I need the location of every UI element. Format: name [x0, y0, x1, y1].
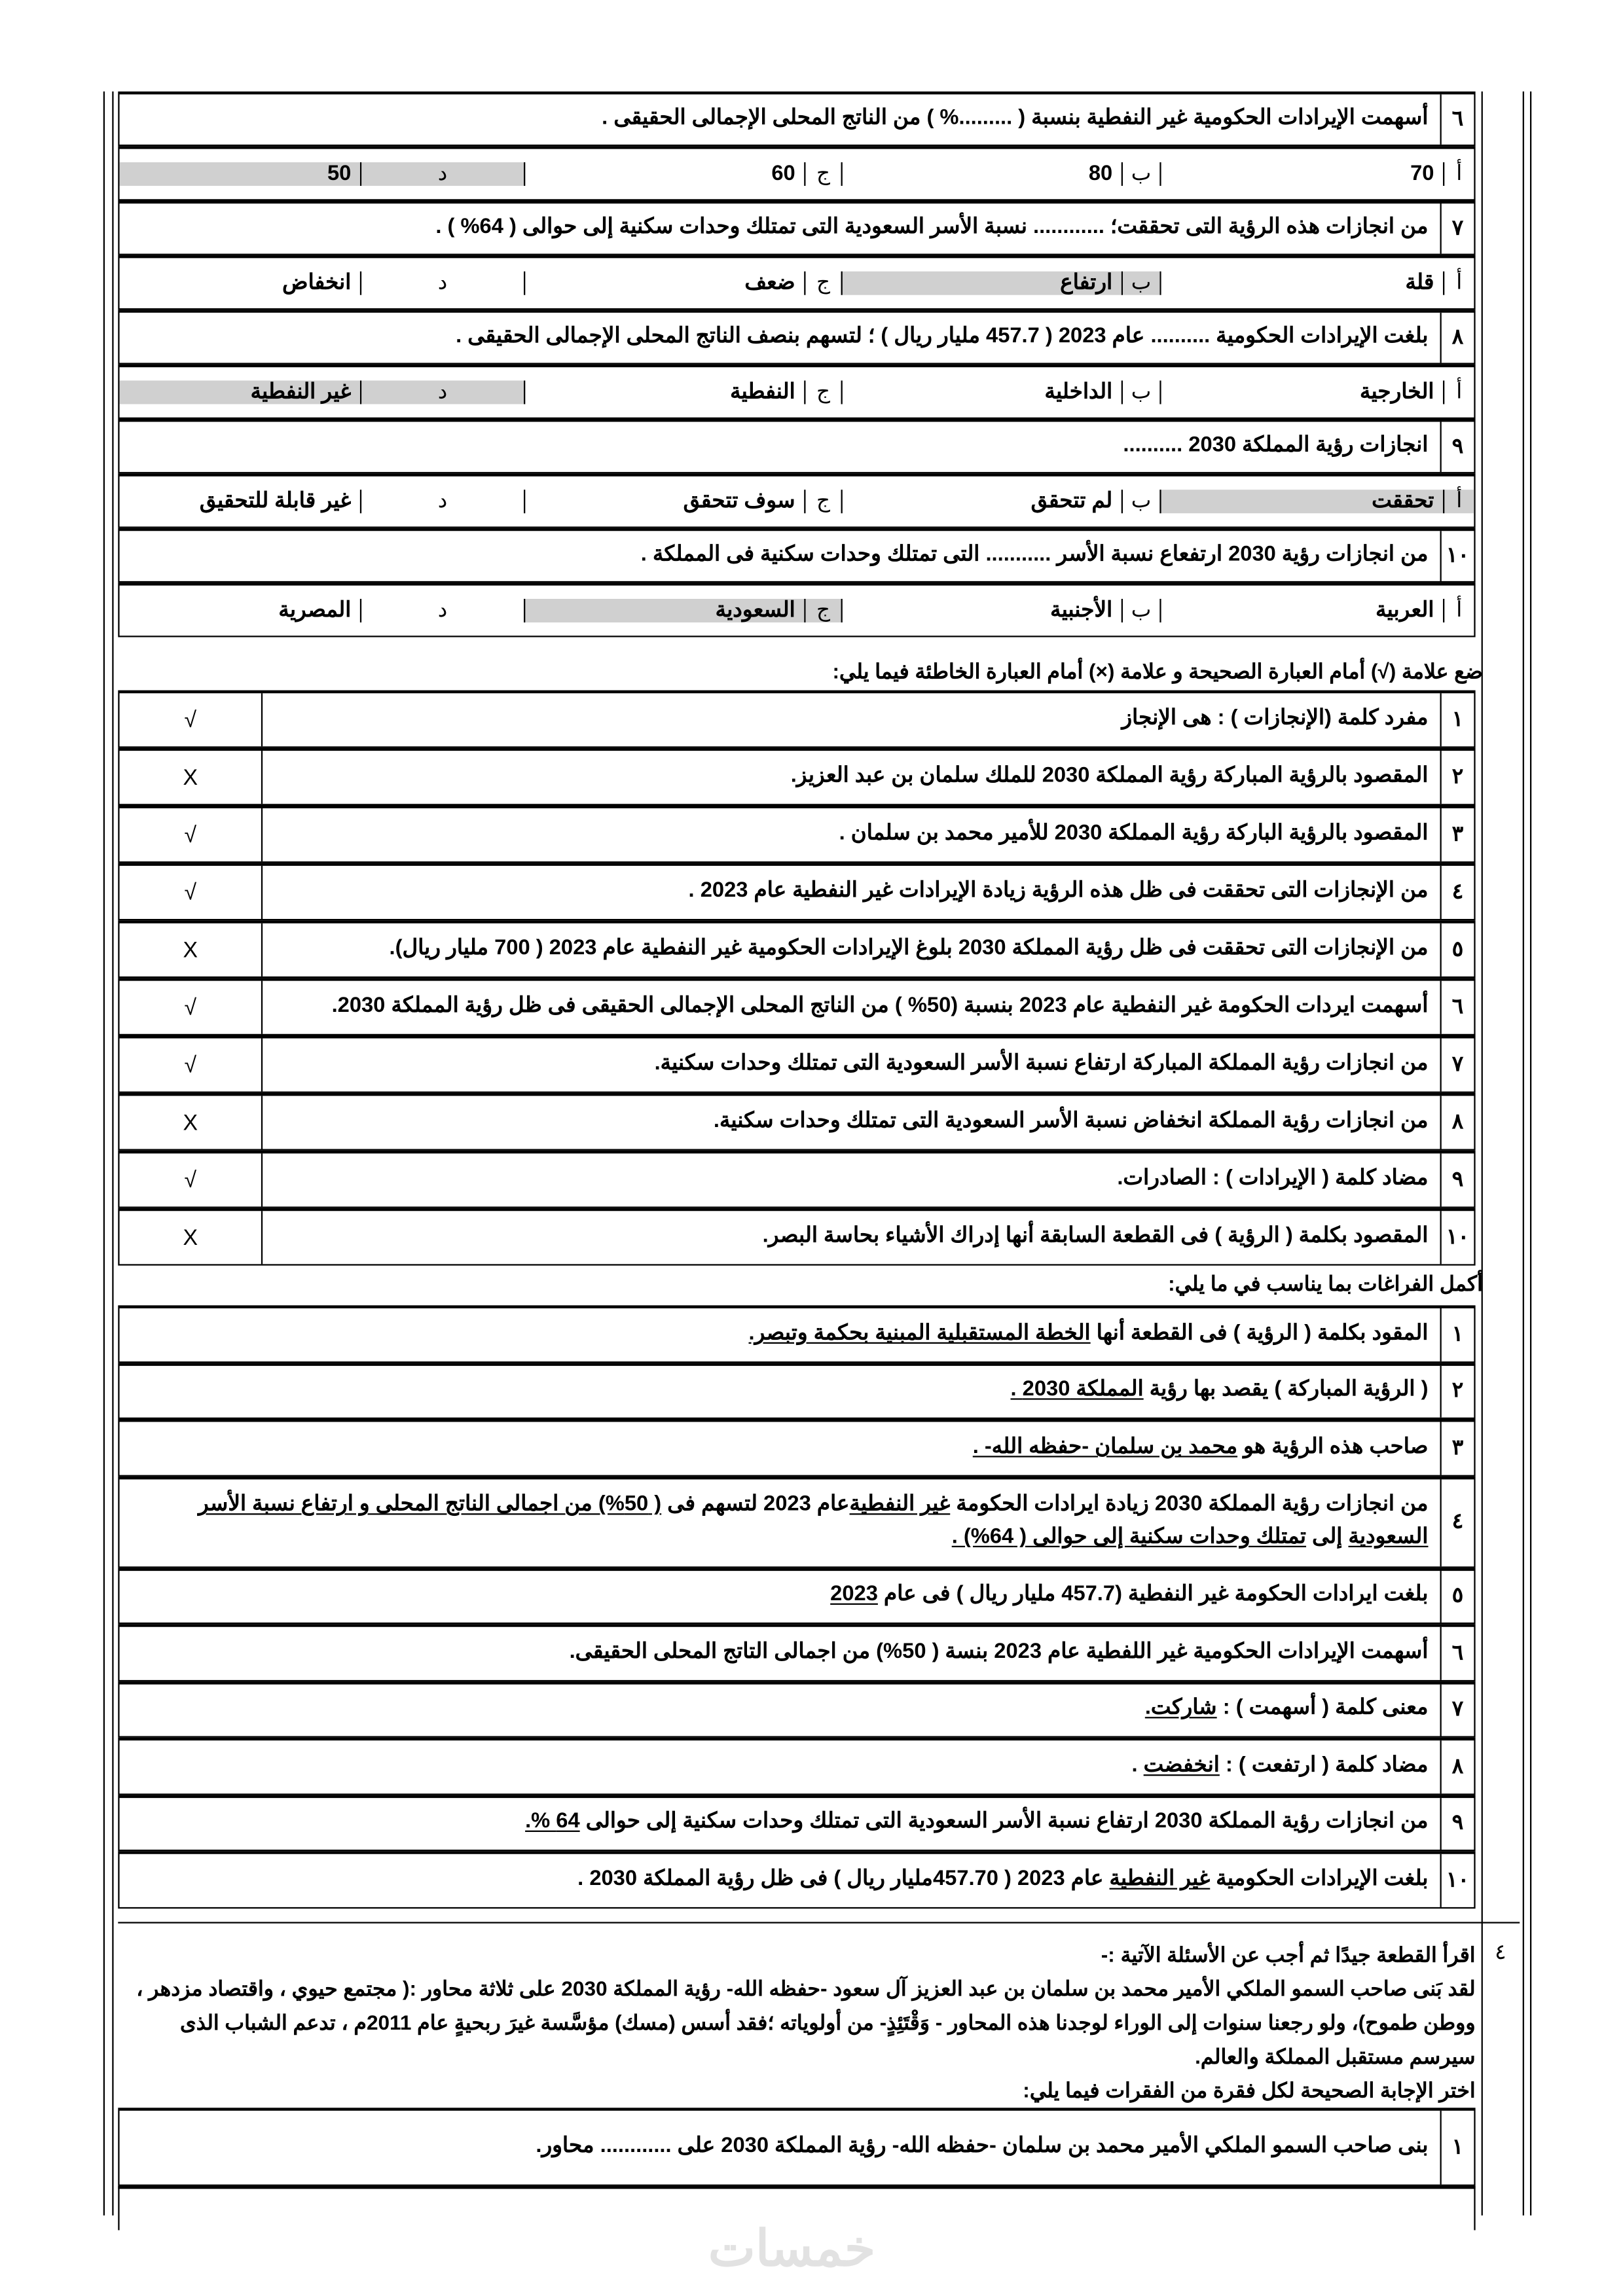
question-text: بلغت الإيرادات الحكومية .......... عام 2023 ( 457.7 مليار ريال ) ؛ لتسهم بنصف الناتج المحلى الإجمالى الحقيقى .: [456, 325, 1429, 349]
question-number: ١: [1440, 2111, 1474, 2185]
option-letter[interactable]: ب: [1122, 272, 1160, 295]
sentence-text: إلى: [1306, 1525, 1349, 1549]
question-row: [118, 2108, 1475, 2185]
answer-mark-cell[interactable]: X: [120, 1211, 263, 1264]
statement-text: من الإنجازات التى تحققت فى ظل رؤية المملكة 2030 بلوغ الإيرادات الحكومية غير النفطية عام 2023 ( 700 مليار ريال).: [389, 937, 1429, 961]
option-text[interactable]: الداخلية: [841, 380, 1122, 404]
statement-text: المقصود بالرؤية المباركة رؤية المملكة 2030 للملك سلمان بن عبد العزيز.: [790, 764, 1429, 788]
option-text[interactable]: لم تتحقق: [841, 490, 1122, 513]
statement-row: [118, 805, 1475, 863]
fill-text: [120, 1751, 1440, 1783]
section4-question-table: [118, 2108, 1475, 2230]
question-row: [118, 528, 1475, 583]
fill-text: [120, 1490, 1440, 1554]
fill-number: ٨: [1440, 1740, 1474, 1793]
question-number: ٩: [1440, 422, 1474, 473]
section4-title: اقرأ القطعة جيدًا ثم أجب عن الأسئلة الآتية :-: [1101, 1942, 1476, 1967]
statement-row: [118, 978, 1475, 1035]
statement-text: مضاد كلمة ( الإيرادات ) : الصادرات.: [1117, 1166, 1429, 1191]
fill-row: [118, 1851, 1475, 1908]
sentence-text: المقود بكلمة ( الرؤية ) فى القطعة أنها: [1090, 1321, 1429, 1346]
page-border-right-inner: [1482, 92, 1483, 2215]
question-number: ٧: [1440, 204, 1474, 254]
fill-number: ٣: [1440, 1422, 1474, 1474]
fill-number: ١٠: [1440, 1854, 1474, 1907]
answer-text: الخطة المستقبلية المبنية بحكمة وتبصر.: [748, 1321, 1091, 1346]
true-false-table: [118, 691, 1475, 1266]
fill-row: [118, 1567, 1475, 1624]
option-text[interactable]: النفطية: [524, 380, 804, 404]
statement-row: [118, 748, 1475, 806]
answer-mark-cell[interactable]: √: [120, 808, 263, 861]
page-border-left-inner: [112, 92, 113, 2215]
fill-number: ٢: [1440, 1365, 1474, 1418]
fill-row: [118, 1305, 1475, 1362]
option-text[interactable]: الخارجية: [1159, 380, 1443, 404]
answer-text: المملكة 2030 .: [1010, 1378, 1144, 1402]
question-row: [118, 310, 1475, 364]
option-letter[interactable]: ج: [804, 272, 841, 295]
option-letter[interactable]: ب: [1122, 162, 1160, 186]
option-letter[interactable]: أ: [1443, 380, 1474, 404]
answer-mark-cell[interactable]: √: [120, 866, 263, 919]
statement-text: من الإنجازات التى تحققت فى ظل هذه الرؤية زيادة الإيرادات غير النفطية عام 2023 .: [688, 879, 1429, 903]
option-letter[interactable]: د: [360, 599, 524, 622]
page-border-right-outer: [1523, 92, 1524, 2215]
option-text[interactable]: 80: [841, 162, 1122, 186]
option-letter[interactable]: ج: [804, 380, 841, 404]
answer-mark-cell[interactable]: X: [120, 751, 263, 804]
fill-row: [118, 1738, 1475, 1795]
statement-row: [118, 1151, 1475, 1208]
option-letter[interactable]: أ: [1443, 272, 1474, 295]
answer-text: غير النفطية: [849, 1493, 951, 1517]
question-row: [118, 419, 1475, 473]
answer-text: تمتلك وحدات سكنية إلى حوالى ( 64%) .: [951, 1525, 1307, 1549]
statement-row: [118, 1035, 1475, 1093]
statement-text: من انجازات رؤية المملكة انخفاض نسبة الأسر السعودية التى تمتلك وحدات سكنية.: [713, 1109, 1429, 1134]
fill-text: [120, 1318, 1440, 1350]
option-letter[interactable]: ج: [804, 599, 841, 622]
answer-mark-cell[interactable]: √: [120, 981, 263, 1034]
reading-passage: لقد بَنى صاحب السمو الملكي الأمير محمد بن سلمان بن عبد العزيز آل سعود -حفظه الله- رؤية المملكة 2030 على ثلاثة محاور :( مجتمع حيوي ، واقتصاد مزدهر ، ووطن طموح)، ولو رجعنا سنوات إلى الوراء لوجدنا هذه المحاور - وَقْتَئِذٍ- من أولوياته ؛فقد أسس (مسك) مؤسَّسة غيرَ ربحيةٍ عام 2011م ، تدعم الشباب الذى سيرسم مستقبل المملكة والعالم.: [136, 1976, 1476, 2068]
option-text[interactable]: انخفاض: [282, 271, 352, 295]
statement-text: المقصود بالرؤية الباركة رؤية المملكة 2030 للأمير محمد بن سلمان .: [839, 821, 1429, 846]
answer-mark-cell[interactable]: X: [120, 1096, 263, 1149]
page-border-left-outer: [103, 92, 105, 2215]
option-letter[interactable]: ب: [1122, 380, 1160, 404]
answer-text: محمد بن سلمان -حفظه الله- .: [972, 1435, 1238, 1459]
statement-number: ٧: [1440, 1039, 1474, 1092]
sentence-text: معنى كلمة ( أسهمت ) :: [1216, 1696, 1429, 1721]
section4-number: ٤: [1495, 1941, 1506, 1965]
options-row: [118, 473, 1475, 528]
answer-text: غير النفطية: [1109, 1867, 1211, 1891]
sentence-text: أسهمت الإيرادات الحكومية غير اللفطية عام 2023 بنسة ( 50%) من اجمالى التاتج المحلى الحقيقى.: [569, 1640, 1429, 1664]
fill-blanks-header: أكمل الفراغات بما يناسب في ما يلي:: [1168, 1271, 1483, 1295]
option-text[interactable]: قلة: [1159, 272, 1443, 295]
question-number: ١٠: [1440, 531, 1474, 581]
statement-number: ٢: [1440, 751, 1474, 804]
fill-number: ٦: [1440, 1627, 1474, 1679]
question-text: انجازات رؤية المملكة 2030 ..........: [1123, 433, 1429, 457]
option-letter[interactable]: أ: [1443, 162, 1474, 186]
option-text[interactable]: غير النفطية: [120, 380, 360, 404]
sentence-text: من انجازات رؤية المملكة 2030 ارتفاع نسبة الأسر السعودية التى تمتلك وحدات سكنية إلى حوالى: [579, 1810, 1429, 1835]
statement-number: ٤: [1440, 866, 1474, 919]
answer-mark-cell[interactable]: √: [120, 693, 263, 746]
fill-number: ١: [1440, 1308, 1474, 1361]
options-row: [118, 146, 1475, 200]
fill-row: [118, 1795, 1475, 1852]
answer-text: شاركت.: [1144, 1696, 1217, 1721]
fill-text: [120, 1375, 1440, 1407]
sentence-text: ( الرؤية المباركة ) يقصد بها رؤية: [1143, 1378, 1429, 1402]
statement-text: المقصود بكلمة ( الرؤية ) فى القطعة السابقة أنها إدراك الأشياء بحاسة البصر.: [762, 1224, 1429, 1248]
sentence-text: بلغت ايرادات الحكومة غير النفطية (457.7 مليار ريال ) فى عام: [877, 1583, 1429, 1607]
fill-number: ٥: [1440, 1570, 1474, 1623]
option-text[interactable]: 50: [120, 162, 360, 186]
option-letter[interactable]: ج: [804, 490, 841, 513]
option-letter[interactable]: د: [360, 272, 524, 295]
sentence-text: بلغت الإيرادات الحكومية: [1210, 1867, 1429, 1891]
fill-text: [120, 1808, 1440, 1840]
question-text: من انجازات هذه الرؤية التى تحققت؛ ............ نسبة الأسر السعودية التى تمتلك وحدات سكنية إلى حوالى ( 64% ) .: [435, 215, 1429, 240]
option-letter[interactable]: ج: [804, 162, 841, 186]
statement-number: ٥: [1440, 924, 1474, 977]
fill-text: [120, 1694, 1440, 1726]
answer-mark-cell[interactable]: X: [120, 924, 263, 977]
options-row: [118, 255, 1475, 310]
option-text[interactable]: العربية: [1159, 599, 1443, 622]
option-text[interactable]: السعودية: [524, 599, 804, 622]
answer-mark-cell[interactable]: √: [120, 1153, 263, 1206]
sentence-text: مضاد كلمة ( ارتفعت ) :: [1219, 1753, 1429, 1778]
question-row: [118, 92, 1475, 146]
statement-number: ١: [1440, 693, 1474, 746]
option-text[interactable]: ضعف: [524, 272, 804, 295]
statement-row: [118, 691, 1475, 748]
option-text[interactable]: ارتفاع: [841, 272, 1122, 295]
statement-text: مفرد كلمة (الإنجازات ) : هى الإنجاز: [1122, 706, 1429, 730]
option-text[interactable]: المصرية: [278, 598, 352, 623]
option-text[interactable]: الأجنبية: [841, 599, 1122, 622]
statement-row: [118, 863, 1475, 920]
question-text: بنى صاحب السمو الملكي الأمير محمد بن سلمان -حفظه الله- رؤية المملكة 2030 على ............ محاور.: [536, 2134, 1429, 2159]
option-text[interactable]: سوف تتحقق: [524, 490, 804, 513]
question-number: ٨: [1440, 313, 1474, 363]
question-text: أسهمت الإيرادات الحكومية غير النفطية بنسبة ( .........% ) من الناتج المحلى الإجمالى الحقيقى .: [602, 106, 1429, 130]
statement-number: ٦: [1440, 981, 1474, 1034]
option-letter[interactable]: ب: [1122, 490, 1160, 513]
option-letter[interactable]: د: [360, 162, 524, 186]
statement-text: من انجازات رؤية المملكة المباركة ارتفاع نسبة الأسر السعودية التى تمتلك وحدات سكنية.: [654, 1052, 1429, 1076]
fill-row: [118, 1476, 1475, 1568]
statement-text: أسهمت ايردات الحكومة غير النفطية عام 2023 بنسبة (50% ) من الناتج المحلى الإجمالى الحقيقى فى ظل رؤية المملكة 2030.: [331, 994, 1429, 1018]
fill-row: [118, 1419, 1475, 1476]
watermark-logo: خمسات: [708, 2221, 876, 2278]
true-false-header: ضع علامة (√) أمام العبارة الصحيحة و علامة (×) أمام العبارة الخاطئة فيما يلي:: [832, 659, 1483, 683]
sentence-text: عام 2023 ( 457.70مليار ريال ) فى ظل رؤية المملكة 2030 .: [577, 1867, 1110, 1891]
statement-number: ٨: [1440, 1096, 1474, 1149]
option-letter[interactable]: أ: [1443, 490, 1474, 513]
question-row: [118, 200, 1475, 255]
statement-row: [118, 1208, 1475, 1266]
fill-number: ٤: [1440, 1479, 1474, 1566]
option-letter[interactable]: أ: [1443, 599, 1474, 622]
fill-text: [120, 1432, 1440, 1464]
fill-text: [120, 1637, 1440, 1669]
answer-text: انخفضت: [1143, 1753, 1220, 1778]
fill-row: [118, 1624, 1475, 1681]
fill-text: [120, 1580, 1440, 1612]
option-letter[interactable]: د: [360, 380, 524, 404]
statement-number: ١٠: [1440, 1211, 1474, 1264]
option-text[interactable]: 60: [524, 162, 804, 186]
multiple-choice-section: [118, 92, 1475, 637]
fill-text: [120, 1864, 1440, 1896]
option-text[interactable]: تحققت: [1159, 490, 1443, 513]
fill-number: ٩: [1440, 1797, 1474, 1850]
page-border-right-outer2: [1530, 92, 1531, 2215]
options-row: [118, 365, 1475, 419]
sentence-text: صاحب هذه الرؤية هو: [1237, 1435, 1429, 1459]
sentence-text: عام 2023 لتسهم فى: [661, 1493, 850, 1517]
statement-number: ٩: [1440, 1153, 1474, 1206]
statement-number: ٣: [1440, 808, 1474, 861]
option-text[interactable]: 70: [1159, 162, 1443, 186]
section4-instruction: اختر الإجابة الصحيحة لكل فقرة من الفقرات فيما يلي:: [1023, 2078, 1476, 2102]
answer-text: ( 50%) من اجمالى الناتج المحلى و ارتفاع نسبة الأسر السعودية: [198, 1493, 1429, 1549]
question-number: ٦: [1440, 94, 1474, 145]
statement-row: [118, 920, 1475, 978]
option-letter[interactable]: د: [360, 490, 524, 513]
sentence-text: من انجازات رؤية المملكة 2030 زيادة ايرادات الحكومة: [950, 1493, 1429, 1517]
answer-text: 64 %.: [525, 1810, 580, 1835]
option-text[interactable]: غير قابلة للتحقيق: [199, 490, 352, 514]
options-row: [118, 583, 1475, 637]
statement-row: [118, 1093, 1475, 1151]
fill-number: ٧: [1440, 1683, 1474, 1736]
section4: [118, 1922, 1520, 2108]
sentence-text: .: [1131, 1753, 1144, 1778]
option-letter[interactable]: ب: [1122, 599, 1160, 622]
question-text: من انجازات رؤية 2030 ارتفعاع نسبة الأسر ........... التى تمتلك وحدات سكنية فى المملكة .: [640, 543, 1429, 567]
answer-text: 2023: [830, 1583, 878, 1607]
fill-row: [118, 1681, 1475, 1738]
fill-blanks-table: [118, 1305, 1475, 1908]
answer-mark-cell[interactable]: √: [120, 1039, 263, 1092]
fill-row: [118, 1362, 1475, 1419]
